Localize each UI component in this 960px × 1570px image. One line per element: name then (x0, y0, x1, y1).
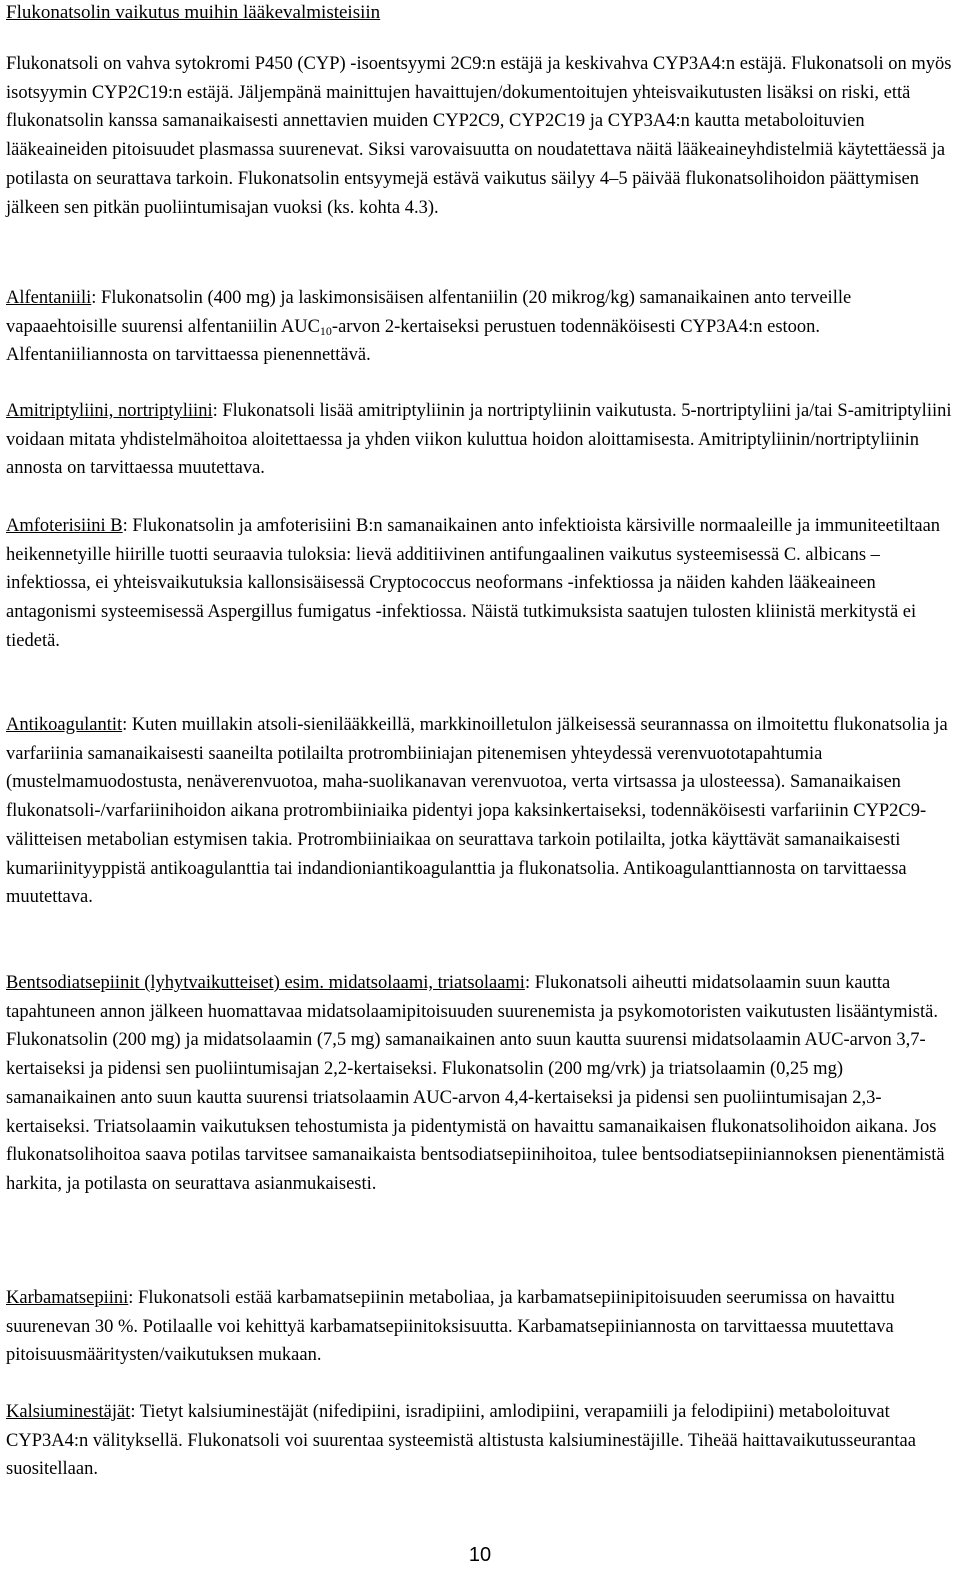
auc-subscript: 10 (319, 323, 332, 338)
anticoagulants-text: : Kuten muillakin atsoli-sienilääkkeillä, markkinoilletulon jälkeisessä seurannassa on ilmoitettu flukonatsolia ja varfariinia samanaikaisesti saaneilta potilailta protrombiiniajan pitenemisen yhteydessä verenvuototapahtumia (mustelmamuodostusta, nenäverenvuotoa, maha-suolikanavan verenvuotoa, verta virtsassa ja ulosteessa). Samanaikaisen flukonatsoli-/varfariinihoidon aikana protrombiiniaika pidentyi jopa kaksinkertaiseksi, todennäköisesti varfariinin CYP2C9-välitteisen metabolian estymisen takia. Protrombiiniaikaa on seurattava tarkoin potilailta, jotka käyttävät samanaikaisesti kumariinityyppistä antikoagulanttia tai indandioniantikoagulanttia ja flukonatsolia. Antikoagulanttiannosta on tarvittaessa muutettava. (6, 715, 948, 908)
intro-paragraph: Flukonatsoli on vahva sytokromi P450 (CYP) -isoentsyymi 2C9:n estäjä ja keskivahva CYP3A4:n estäjä. Flukonatsoli on myös isotsyymin CYP2C19:n estäjä. Jäljempänä mainittujen havaittujen/dokumentoitujen yhteisvaikutusten lisäksi on riski, että flukonatsolin kanssa samanaikaisesti annettavien muiden CYP2C9, CYP2C19 ja CYP3A4:n kautta metaboloituvien lääkeaineiden pitoisuudet plasmassa suurenevat. Siksi varovaisuutta on noudatettava näitä lääkeaineyhdistelmiä käytettäessä ja potilasta on seurattava tarkoin. Flukonatsolin entsyymejä estävä vaikutus säilyy 4–5 päivää flukonatsolihoidon päättymisen jälkeen sen pitkän puoliintumisajan vuoksi (ks. kohta 4.3). (6, 54, 952, 218)
alfentanil-text: : Flukonatsolin (400 mg) ja laskimonsisäisen alfentaniilin (20 mikrog/kg) samanaikainen anto terveille vapaaehtoisille suurensi alfentaniilin AUC (6, 288, 852, 337)
amitriptyline-term: Amitriptyliini, nortriptyliini (6, 401, 213, 421)
benzodiazepines-text: : Flukonatsoli aiheutti midatsolaamin suun kautta tapahtuneen annon jälkeen huomattavaa midatsolaamipitoisuuden suurenemista ja psykomotoristen vaikutusten lisääntymistä. Flukonatsolin (200 mg) ja midatsolaamin (7,5 mg) samanaikainen anto suun kautta suurensi midatsolaamin AUC-arvon 3,7-kertaiseksi ja pidensi sen puoliintumisajan 2,2-kertaiseksi. Flukonatsolin (200 mg/vrk) ja triatsolaamin (0,25 mg) samanaikainen anto suun kautta suurensi triatsolaamin AUC-arvon 4,4-kertaiseksi ja pidensi sen puoliintumisajan 2,3-kertaiseksi. Triatsolaamin vaikutuksen tehostumista ja pidentymistä on havaittu samanaikaisen flukonatsolihoidon aikana. Jos flukonatsolihoitoa saava potilas tarvitsee samanaikaista bentsodiatsepiinihoitoa, tulee bentsodiatsepiiniannoksen pienentämistä harkita, ja potilasta on seurattava asianmukaisesti. (6, 973, 945, 1194)
calcium-term: Kalsiuminestäjät (6, 1402, 131, 1422)
calcium-paragraph (6, 1398, 954, 1484)
alfentanil-text-cont: -arvon 2-kertaiseksi perustuen todennäköisesti CYP3A4:n estoon. Alfentaniiliannosta on tarvittaessa pienennettävä. (6, 316, 821, 366)
carbamazepine-text: : Flukonatsoli estää karbamatsepiinin metaboliaa, ja karbamatsepiinipitoisuuden seerumissa on havaittu suurenevan 30 %. Potilaalle voi kehittyä karbamatsepiinitoksisuutta. Karbamatsepiiniannosta on tarvittaessa muutettava pitoisuusmääritysten/vaikutuksen mukaan. (6, 1288, 895, 1366)
amitriptyline-text: : Flukonatsoli lisää amitriptyliinin ja nortriptyliinin vaikutusta. 5-nortriptyliini ja/tai S-amitriptyliini voidaan mitata yhdistelmähoitoa aloitettaessa ja yhden viikon kuluttua hoidon aloittamisesta. Amitriptyliinin/nortriptyliinin annosta on tarvittaessa muutettava. (6, 401, 952, 479)
section-heading: Flukonatsolin vaikutus muihin lääkevalmisteisiin (6, 2, 381, 23)
carbamazepine-paragraph (6, 1284, 954, 1370)
alfentanil-paragraph (6, 284, 954, 370)
calcium-text: : Tietyt kalsiuminestäjät (nifedipiini, isradipiini, amlodipiini, verapamiili ja felodipiini) metaboloituvat CYP3A4:n välityksellä. Flukonatsoli voi suurentaa systeemistä altistusta kalsiuminestäjille. Tiheää haittavaikutusseurantaa suositellaan. (6, 1402, 916, 1480)
amphotericin-paragraph (6, 512, 954, 656)
benzodiazepines-paragraph (6, 969, 954, 1199)
amphotericin-text: : Flukonatsolin ja amfoterisiini B:n samanaikainen anto infektioista kärsiville normaaleille ja immuniteetiltaan heikennetyille hiirille tuotti seuraavia tuloksia: lievä additiivinen antifungaalinen vaikutus systeemisessä C. albicans –infektiossa, ei yhteisvaikutuksia kallonsisäisessä Cryptococcus neoformans -infektiossa ja näiden kahden lääkeaineen antagonismi systeemisessä Aspergillus fumigatus -infektiossa. Näistä tutkimuksista saatujen tulosten kliinistä merkitystä ei tiedetä. (6, 516, 941, 651)
alfentanil-term: Alfentaniili (6, 288, 92, 308)
benzodiazepines-term: Bentsodiatsepiinit (lyhytvaikutteiset) esim. midatsolaami, triatsolaami (6, 973, 525, 993)
anticoagulants-term: Antikoagulantit (6, 715, 123, 735)
amphotericin-term: Amfoterisiini B (6, 516, 123, 536)
page-number: 10 (468, 1544, 492, 1566)
amitriptyline-paragraph (6, 397, 954, 483)
anticoagulants-paragraph (6, 711, 954, 912)
carbamazepine-term: Karbamatsepiini (6, 1288, 129, 1308)
